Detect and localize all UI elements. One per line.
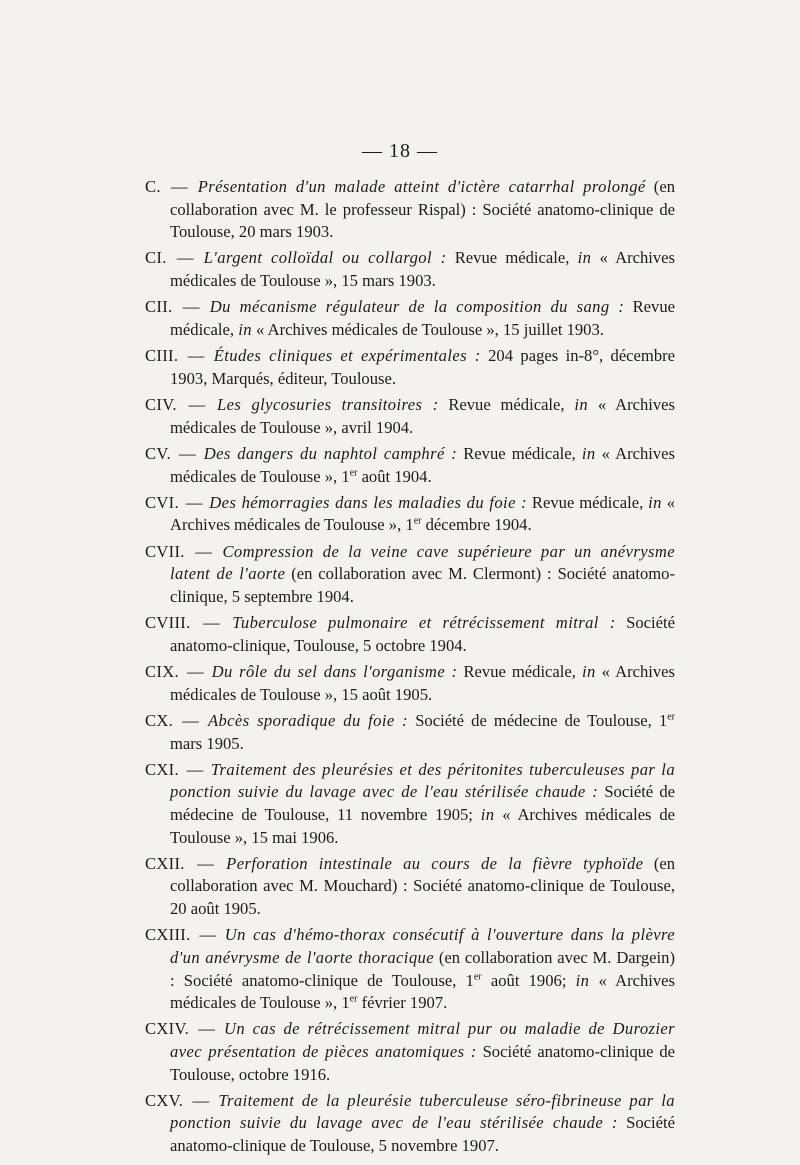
- entry-number: CXIII.: [145, 925, 191, 945]
- bibliography-entry: [145, 345, 675, 390]
- entry-text: (en collaboration avec M. le professeur Rispal) : Société anatomo-clinique de Toulouse, 20 mars 1903.: [170, 177, 675, 242]
- entry-text: « Archives médicales de Toulouse », 15 juillet 1903.: [251, 319, 604, 339]
- entry-text: (en collaboration avec M. Dargein) : Société anatomo-clinique de Toulouse,: [170, 947, 675, 990]
- entry-text: (en collaboration avec M. Clermont) : Société anatomo-clinique, 5 septembre 1904.: [170, 564, 675, 606]
- entry-dash: —: [172, 443, 202, 463]
- bibliography-entry: [145, 176, 675, 244]
- entry-title: Les glycosuries transitoires :: [217, 395, 439, 415]
- entry-sup: er: [473, 971, 482, 982]
- entry-text: Revue médicale,: [446, 248, 578, 268]
- bibliography-entry: [145, 661, 675, 706]
- entry-title: Études cliniques et expérimentales :: [213, 346, 481, 366]
- entry-title: Abcès sporadique du foie :: [207, 710, 409, 730]
- bibliography-entry: [145, 296, 675, 341]
- entry-text: 1: [465, 970, 474, 990]
- entry-dash: —: [180, 759, 209, 779]
- entry-text: Revue médicale,: [438, 395, 575, 415]
- entry-title: Un cas de rétrécissement mitral pur ou maladie de Durozier avec présentation de pièces anatomiques :: [170, 1019, 676, 1061]
- entry-text: Société anatomo-clinique de Toulouse, octobre 1916.: [170, 1042, 675, 1084]
- entry-dash: —: [192, 613, 231, 633]
- entry-sup: er: [667, 711, 676, 723]
- entry-text: Société de médecine de Toulouse, 11 novembre 1905;: [170, 782, 675, 824]
- entry-title: Présentation d'un malade atteint d'ictère catarrhal prolongé: [197, 177, 646, 196]
- entry-text: février 1907.: [357, 993, 448, 1013]
- entry-in: in: [581, 443, 596, 463]
- bibliography-entry: [145, 247, 675, 292]
- entry-dash: —: [186, 541, 221, 561]
- entry-number: CV.: [145, 443, 171, 463]
- entry-in: in: [480, 805, 495, 824]
- entry-in: in: [648, 492, 662, 512]
- bibliography-entry: [145, 1090, 675, 1158]
- entry-text: Société de médecine de Toulouse,: [408, 710, 659, 730]
- entry-title: Un cas d'hémo-thorax consécutif à l'ouverture dans la plèvre d'un anévrysme de l'aorte thoracique: [170, 925, 676, 967]
- entry-dash: —: [175, 710, 206, 730]
- entry-number: CXIV.: [145, 1019, 190, 1039]
- entry-number: CXII.: [145, 853, 185, 873]
- entry-number: CIV.: [145, 395, 177, 415]
- entry-text: « Archives médicales de Toulouse », avril 1904.: [170, 395, 675, 437]
- entry-title: Compression de la veine cave supérieure par un anévrysme latent de l'aorte: [170, 541, 675, 584]
- entry-sup: er: [413, 515, 422, 527]
- entry-text: Société anatomo-clinique de Toulouse, 5 novembre 1907.: [170, 1113, 675, 1156]
- entry-text: 1: [405, 515, 414, 535]
- entry-text: « Archives médicales de Toulouse »,: [170, 970, 675, 1013]
- entry-text: (en collaboration avec M. Mouchard) : Société anatomo-clinique de Toulouse, 20 août 1905.: [170, 853, 676, 919]
- entry-dash: —: [191, 1019, 222, 1039]
- bibliography-entry: [145, 612, 675, 657]
- entry-in: in: [575, 970, 590, 990]
- entry-text: Société anatomo-clinique, Toulouse, 5 octobre 1904.: [170, 613, 675, 655]
- entry-sup: er: [349, 467, 358, 479]
- entry-text: 204 pages in-8°, décembre 1903, Marqués, éditeur, Toulouse.: [170, 346, 676, 388]
- entry-title: Perforation intestinale au cours de la fièvre typhoïde: [226, 853, 644, 873]
- entry-in: in: [238, 319, 252, 339]
- entry-number: CXV.: [145, 1090, 184, 1110]
- bibliography-entry: [145, 924, 675, 1014]
- entry-dash: —: [185, 1090, 217, 1110]
- entry-title: Tuberculose pulmonaire et rétrécissement mitral :: [232, 613, 616, 633]
- entry-text: « Archives médicales de Toulouse »,: [170, 492, 676, 535]
- entry-text: Revue médicale,: [170, 297, 675, 339]
- bibliography-entry: [145, 443, 675, 488]
- bibliography-entry: [145, 710, 675, 755]
- entry-number: CVII.: [145, 541, 185, 561]
- entry-text: « Archives médicales de Toulouse », 15 mai 1906.: [170, 805, 675, 847]
- entry-text: mars 1905.: [170, 733, 244, 753]
- entry-sup: er: [349, 993, 358, 1005]
- entry-text: 1: [341, 466, 350, 486]
- entry-title: L'argent colloïdal ou collargol :: [203, 248, 447, 268]
- entry-dash: —: [192, 925, 223, 945]
- entry-number: CX.: [145, 710, 174, 730]
- entry-text: « Archives médicales de Toulouse », 15 mars 1903.: [170, 248, 675, 291]
- bibliography-entry: [145, 394, 675, 439]
- entry-text: Revue médicale,: [457, 662, 582, 682]
- entry-in: in: [574, 395, 589, 415]
- bibliography-entry: [145, 492, 675, 537]
- entry-in: in: [577, 248, 592, 268]
- entry-text: 1: [341, 993, 350, 1013]
- entry-text: décembre 1904.: [421, 515, 532, 535]
- entry-dash: —: [174, 297, 208, 317]
- entry-dash: —: [178, 395, 216, 415]
- entry-title: Des hémorragies dans les maladies du foie :: [209, 492, 528, 512]
- bibliography-entry: [145, 759, 675, 849]
- entry-title: Du rôle du sel dans l'organisme :: [211, 662, 458, 682]
- entry-number: CIII.: [145, 346, 179, 366]
- entry-title: Des dangers du naphtol camphré :: [203, 443, 458, 463]
- entry-text: août 1906;: [481, 970, 576, 990]
- entry-in: in: [581, 662, 596, 682]
- entry-title: Traitement de la pleurésie tuberculeuse séro-fibrineuse par la ponction suivie du lavage avec de l'eau stérilisée chaude :: [170, 1090, 676, 1133]
- entry-number: C.: [145, 177, 161, 196]
- entry-number: CVI.: [145, 492, 179, 512]
- entry-dash: —: [180, 492, 208, 512]
- entry-dash: —: [168, 248, 202, 268]
- entry-text: « Archives médicales de Toulouse »,: [170, 443, 675, 486]
- entry-number: CXI.: [145, 759, 179, 779]
- bibliography-entry: [145, 1018, 675, 1086]
- page-number: — 18 —: [362, 140, 438, 162]
- entry-number: CIX.: [145, 662, 179, 682]
- entry-text: Revue médicale,: [527, 492, 649, 512]
- entry-number: CI.: [145, 248, 167, 268]
- entry-title: Du mécanisme régulateur de la composition du sang :: [209, 297, 625, 317]
- entry-text: Revue médicale,: [457, 443, 582, 463]
- entry-title: Traitement des pleurésies et des péritonites tuberculeuses par la ponction suivie du lavage avec de l'eau stérilisée chaude :: [170, 759, 676, 802]
- bibliography-entry: [145, 541, 675, 609]
- entry-dash: —: [186, 853, 225, 873]
- entry-dash: —: [180, 662, 210, 682]
- entry-dash: —: [180, 346, 212, 366]
- entry-text: « Archives médicales de Toulouse », 15 août 1905.: [170, 662, 675, 704]
- entry-number: CII.: [145, 297, 173, 317]
- entry-number: CVIII.: [145, 613, 191, 633]
- bibliography-list: [145, 176, 675, 1161]
- bibliography-entry: [145, 853, 675, 921]
- entry-text: 1: [658, 710, 668, 730]
- entry-text: août 1904.: [357, 466, 432, 486]
- entry-dash: —: [162, 177, 196, 196]
